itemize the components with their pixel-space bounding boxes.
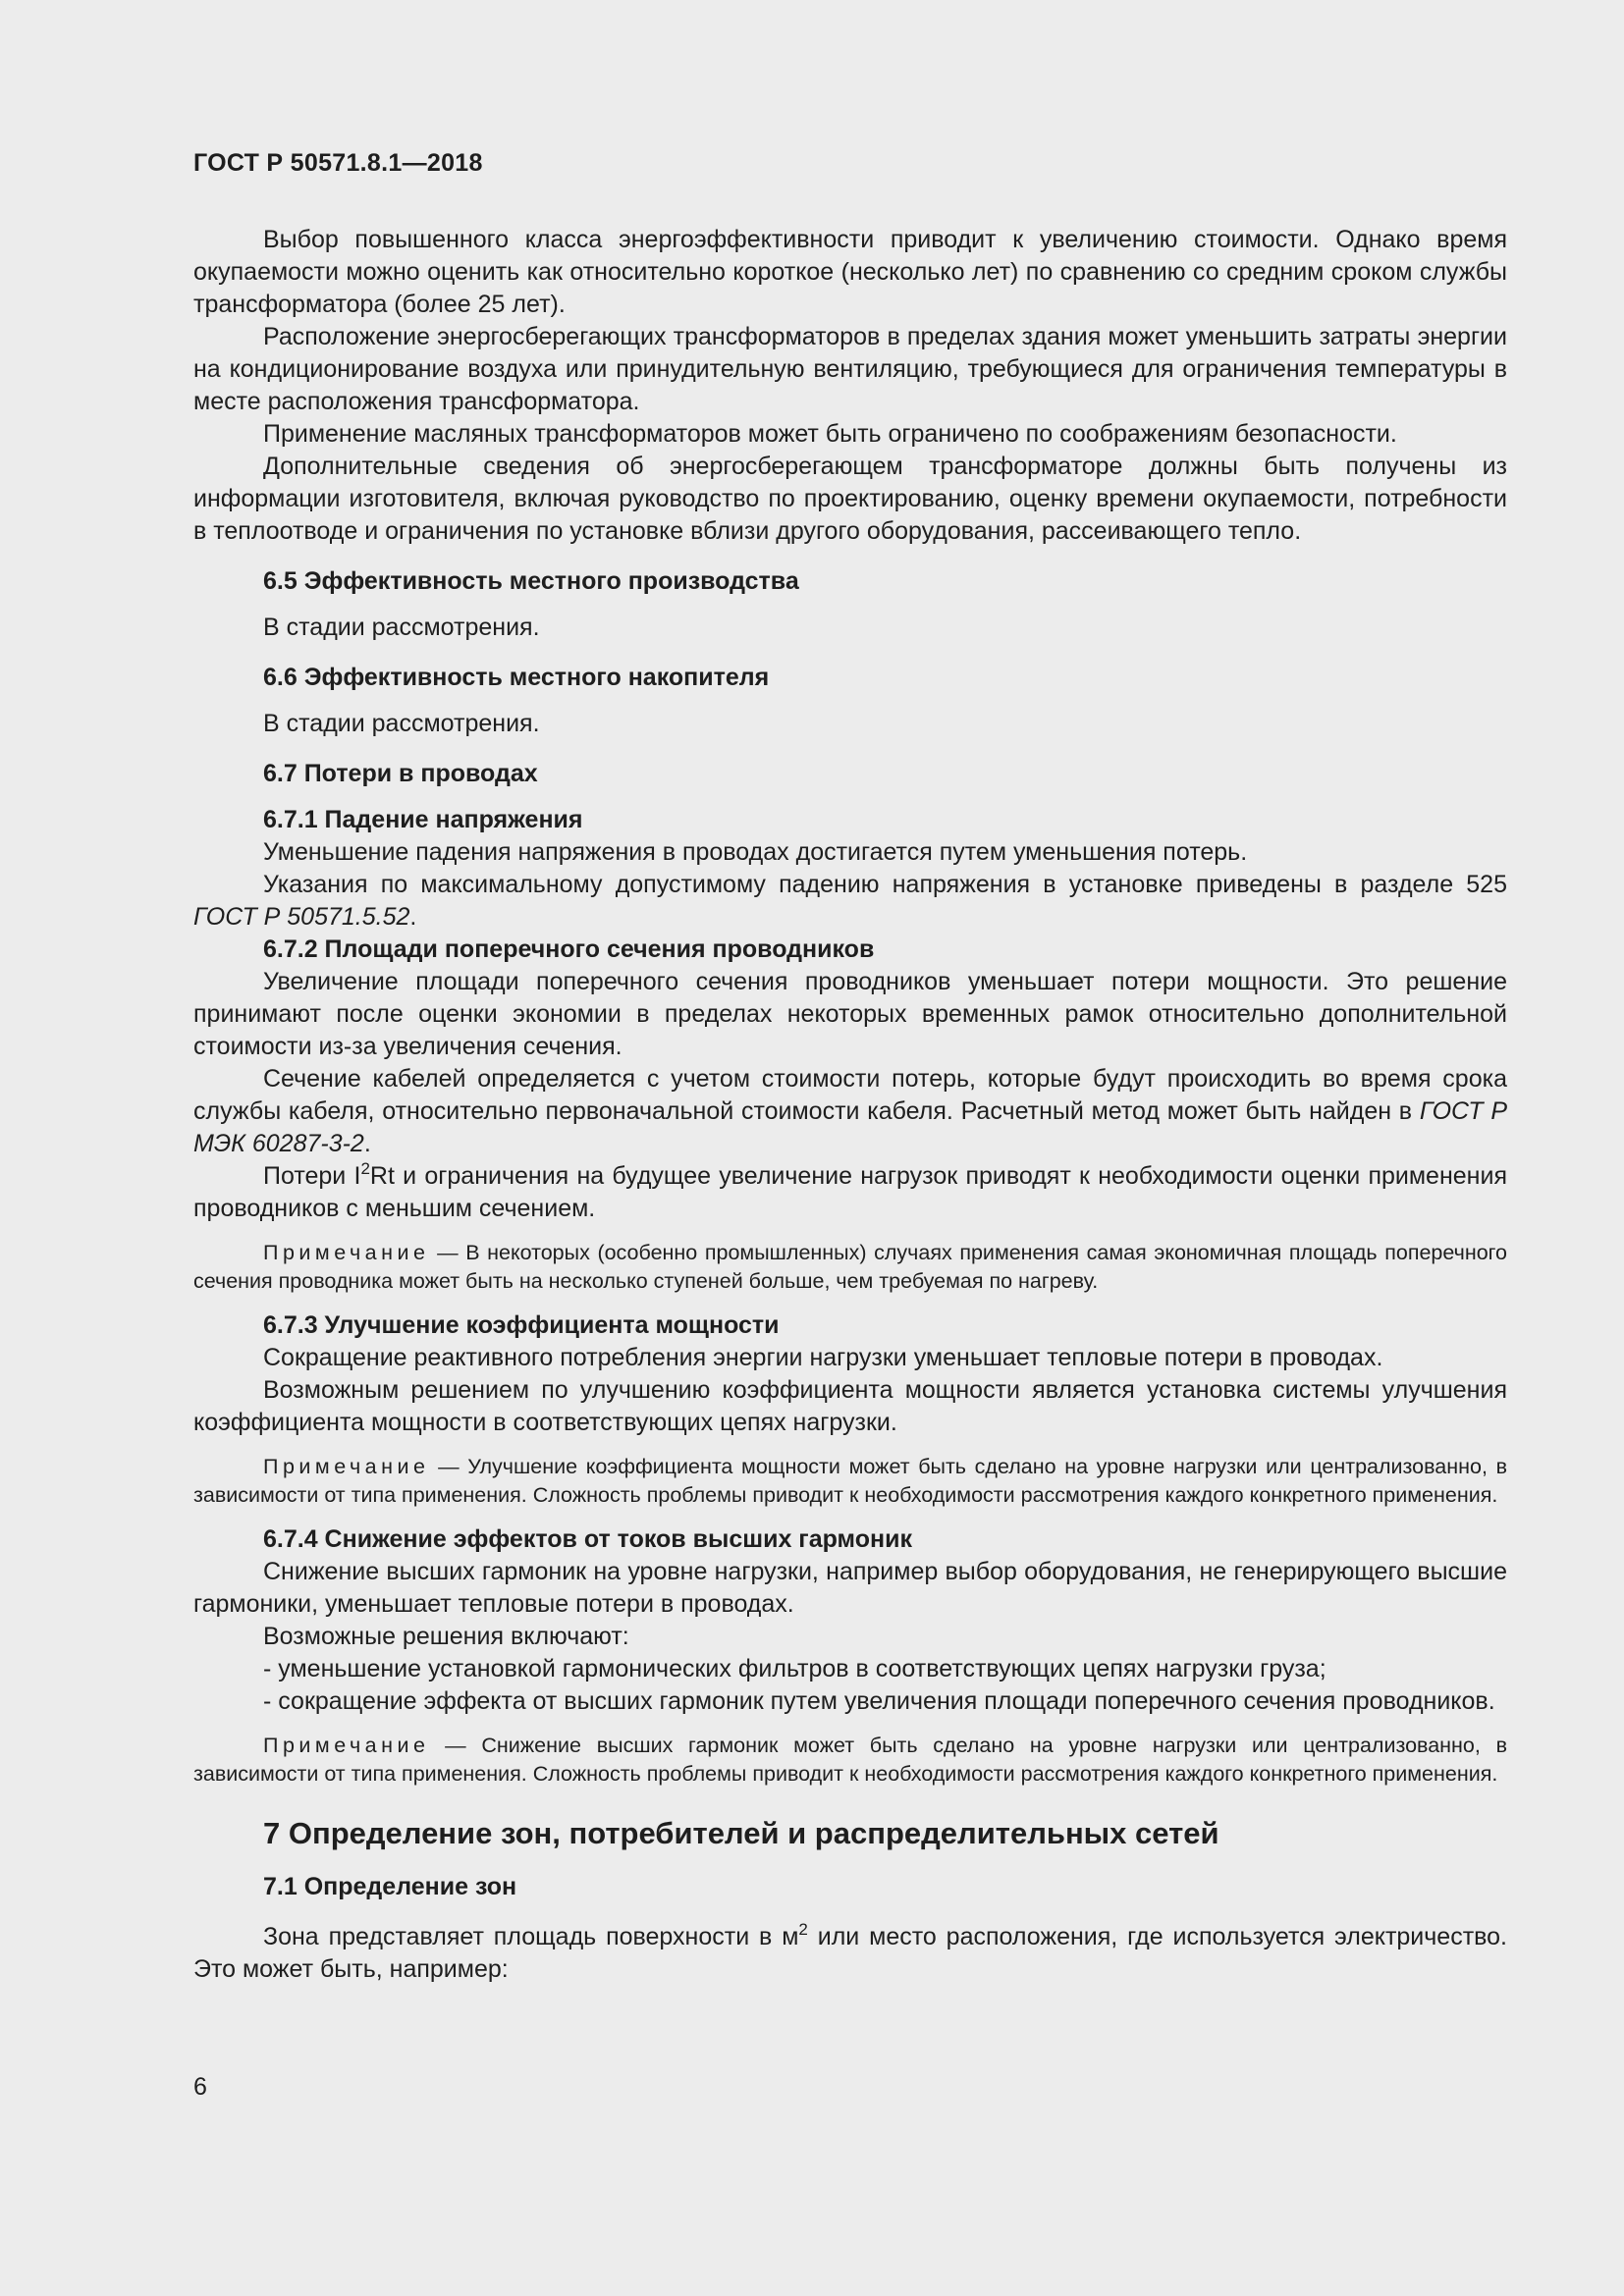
paragraph: Выбор повышенного класса энергоэффективности приводит к увеличению стоимости. Однако время окупаемости можно оценить как относительно короткое (несколько лет) по сравнению со средним сроком службы трансформатора (более 25 лет). [193, 226, 1507, 318]
page-number: 6 [193, 2073, 207, 2101]
standard-reference-link: ГОСТ Р 50571.5.52 [193, 903, 410, 931]
paragraph: Уменьшение падения напряжения в проводах достигается путем уменьшения потерь. [263, 838, 1248, 866]
note-text: Улучшение коэффициента мощности может быть сделано на уровне нагрузки или централизованно, в зависимости от типа применения. Сложность проблемы приводит к необходимости рассмотрения каждого конкретного применения. [193, 1455, 1508, 1507]
section-heading-6-7: 6.7 Потери в проводах [263, 760, 538, 787]
text-run: или место расположения, где используется электричество. Это может быть, например: [193, 1923, 1507, 1983]
note-label: Примечание [263, 1455, 430, 1478]
paragraph: В стадии рассмотрения. [263, 614, 540, 641]
text-run: Указания по максимальному допустимому падению напряжения в установке приведены в разделе 525 [263, 871, 1507, 898]
text-run: Сечение кабелей определяется с учетом стоимости потерь, которые будут происходить во время срока службы кабеля, относительно первоначальной стоимости кабеля. Расчетный метод может быть найден в [193, 1065, 1507, 1125]
text-run: . [409, 903, 417, 931]
section-heading-7: 7 Определение зон, потребителей и распределительных сетей [263, 1816, 1219, 1850]
paragraph: Увеличение площади поперечного сечения проводников уменьшает потери мощности. Это решение принимают после оценки экономии в пределах некоторых временных рамок относительно дополнительной стоимости из-за увеличения сечения. [193, 968, 1507, 1060]
list-item: - уменьшение установкой гармонических фильтров в соответствующих цепях нагрузки груза; [263, 1655, 1326, 1682]
paragraph: Возможные решения включают: [263, 1623, 629, 1650]
superscript: 2 [360, 1159, 370, 1178]
text-run: . [363, 1130, 371, 1157]
superscript: 2 [798, 1920, 808, 1939]
paragraph: Сокращение реактивного потребления энергии нагрузки уменьшает тепловые потери в проводах. [263, 1344, 1383, 1371]
paragraph: Снижение высших гармоник на уровне нагрузки, например выбор оборудования, не генерирующего высшие гармоники, уменьшает тепловые потери в проводах. [193, 1558, 1507, 1618]
standard-reference-link: ГОСТ Р МЭК 60287-3-2 [193, 1097, 1507, 1157]
text-run: Потери I [263, 1162, 361, 1190]
section-heading-6-6: 6.6 Эффективность местного накопителя [263, 664, 770, 691]
paragraph: В стадии рассмотрения. [263, 710, 540, 737]
paragraph [193, 1921, 1507, 1986]
section-heading-6-5: 6.5 Эффективность местного производства [263, 567, 799, 595]
note-block [193, 1453, 1507, 1510]
paragraph [193, 1063, 1507, 1160]
note-dash: — [429, 1734, 482, 1757]
section-heading-6-7-2: 6.7.2 Площади поперечного сечения проводников [263, 935, 875, 963]
paragraph: Дополнительные сведения об энергосберегающем трансформаторе должны быть получены из информации изготовителя, включая руководство по проектированию, оценку времени окупаемости, потребности в теплоотводе и ограничения по установке вблизи другого оборудования, рассеивающего тепло. [193, 453, 1507, 545]
paragraph: Возможным решением по улучшению коэффициента мощности является установка системы улучшения коэффициента мощности в соответствующих цепях нагрузки. [193, 1376, 1507, 1436]
section-heading-6-7-3: 6.7.3 Улучшение коэффициента мощности [263, 1311, 780, 1339]
list-item: - сокращение эффекта от высших гармоник путем увеличения площади поперечного сечения проводников. [263, 1687, 1495, 1715]
paragraph [193, 1160, 1507, 1225]
note-dash: — [429, 1241, 466, 1264]
note-label: Примечание [263, 1241, 430, 1264]
text-run: Зона представляет площадь поверхности в м [263, 1923, 799, 1950]
text-run: Rt и ограничения на будущее увеличение нагрузок приводят к необходимости оценки применения проводников с меньшим сечением. [193, 1162, 1507, 1222]
note-block [193, 1239, 1507, 1296]
section-heading-6-7-1: 6.7.1 Падение напряжения [263, 806, 583, 833]
note-text: Снижение высших гармоник может быть сделано на уровне нагрузки или централизованно, в зависимости от типа применения. Сложность проблемы приводит к необходимости рассмотрения каждого конкретного применения. [193, 1734, 1507, 1786]
paragraph: Применение масляных трансформаторов может быть ограничено по соображениям безопасности. [263, 420, 1397, 448]
page-body [193, 224, 1507, 1986]
note-text: В некоторых (особенно промышленных) случаях применения самая экономичная площадь поперечного сечения проводника может быть на несколько ступеней больше, чем требуемая по нагреву. [193, 1241, 1507, 1293]
note-label: Примечание [263, 1734, 430, 1757]
note-dash: — [429, 1455, 468, 1478]
section-heading-6-7-4: 6.7.4 Снижение эффектов от токов высших гармоник [263, 1525, 912, 1553]
paragraph [193, 869, 1507, 934]
note-block [193, 1732, 1507, 1789]
running-header: ГОСТ Р 50571.8.1—2018 [193, 149, 483, 177]
section-heading-7-1: 7.1 Определение зон [263, 1873, 517, 1900]
paragraph: Расположение энергосберегающих трансформаторов в пределах здания может уменьшить затраты энергии на кондиционирование воздуха или принудительную вентиляцию, требующиеся для ограничения температуры в месте расположения трансформатора. [193, 323, 1507, 415]
